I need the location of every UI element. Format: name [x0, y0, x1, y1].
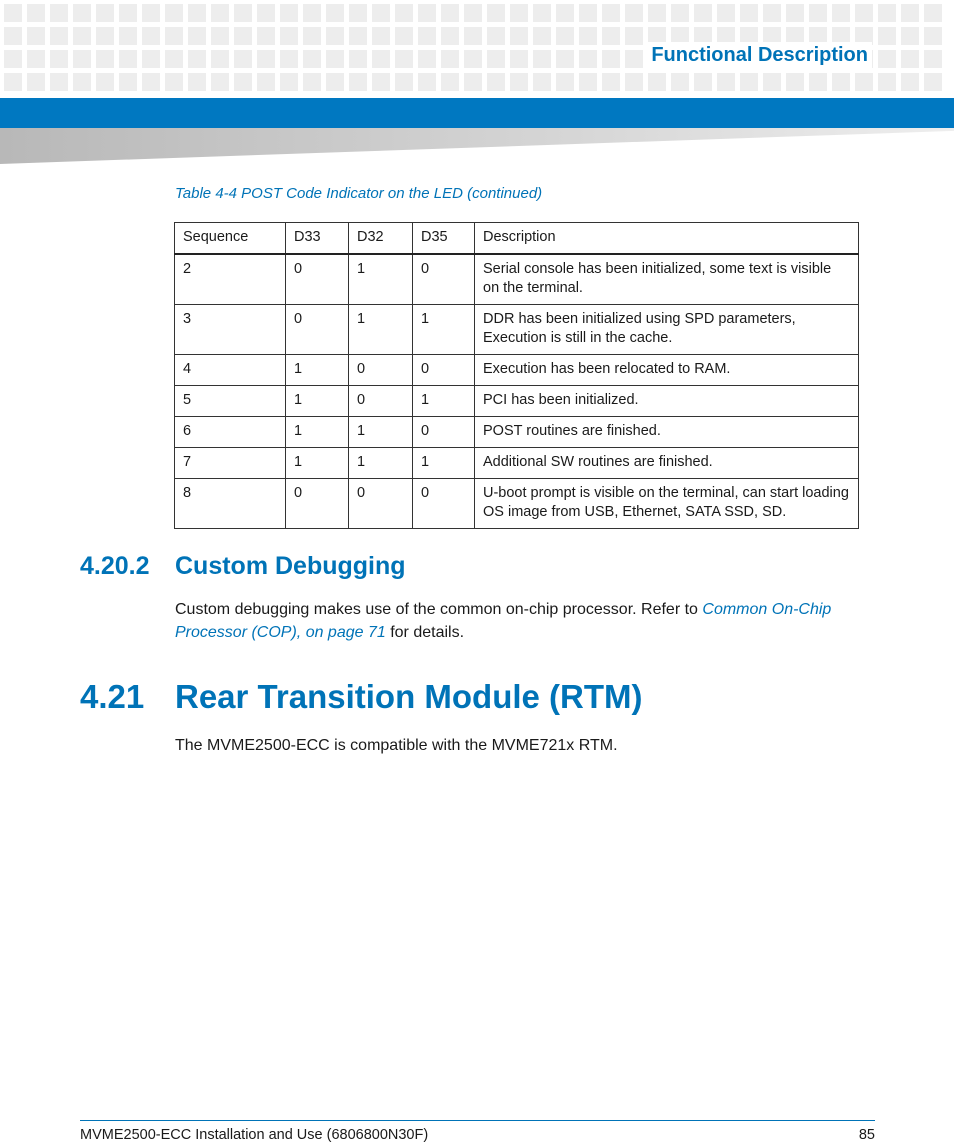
- cell-description: U-boot prompt is visible on the terminal, can start loading OS image from USB, Ethernet, SATA SSD, SD.: [475, 479, 859, 529]
- cell-description: DDR has been initialized using SPD parameters, Execution is still in the cache.: [475, 305, 859, 355]
- pattern-square: [901, 4, 919, 22]
- cell-description: Serial console has been initialized, some text is visible on the terminal.: [475, 254, 859, 305]
- pattern-square: [326, 73, 344, 91]
- pattern-square: [510, 27, 528, 45]
- column-header-d35: D35: [413, 223, 475, 255]
- pattern-square: [372, 4, 390, 22]
- footer-rule: [80, 1120, 875, 1121]
- pattern-square: [4, 4, 22, 22]
- section-heading-custom-debugging: [80, 552, 406, 581]
- pattern-square: [280, 27, 298, 45]
- pattern-square: [487, 4, 505, 22]
- pattern-square: [257, 50, 275, 68]
- paragraph-text-end: for details.: [385, 624, 465, 641]
- cell-d32: 0: [349, 386, 413, 417]
- pattern-square: [395, 50, 413, 68]
- pattern-square: [234, 4, 252, 22]
- cell-description: POST routines are finished.: [475, 417, 859, 448]
- pattern-square: [924, 50, 942, 68]
- section-number: 4.20.2: [80, 552, 150, 580]
- pattern-square: [73, 50, 91, 68]
- pattern-square: [809, 4, 827, 22]
- pattern-square: [464, 27, 482, 45]
- pattern-square: [648, 4, 666, 22]
- pattern-square: [648, 73, 666, 91]
- cell-sequence: 6: [175, 417, 286, 448]
- pattern-square: [395, 27, 413, 45]
- pattern-square: [464, 73, 482, 91]
- pattern-square: [625, 27, 643, 45]
- cop-cross-reference-link[interactable]: Common On-Chip Processor (COP), on page 71: [175, 601, 832, 641]
- pattern-square: [257, 4, 275, 22]
- pattern-square: [73, 27, 91, 45]
- table-row: [175, 355, 859, 386]
- pattern-square: [579, 73, 597, 91]
- pattern-square: [579, 4, 597, 22]
- pattern-square: [740, 4, 758, 22]
- pattern-square: [763, 73, 781, 91]
- pattern-square: [303, 27, 321, 45]
- pattern-square: [717, 73, 735, 91]
- post-code-table: [174, 222, 859, 529]
- cell-description: PCI has been initialized.: [475, 386, 859, 417]
- pattern-square: [372, 73, 390, 91]
- pattern-square: [878, 73, 896, 91]
- pattern-square: [372, 27, 390, 45]
- pattern-square: [188, 50, 206, 68]
- table-row: [175, 305, 859, 355]
- pattern-square: [924, 27, 942, 45]
- pattern-square: [96, 50, 114, 68]
- section-heading-rtm: [80, 678, 643, 716]
- pattern-square: [579, 50, 597, 68]
- pattern-square: [740, 73, 758, 91]
- cell-sequence: 5: [175, 386, 286, 417]
- pattern-square: [625, 73, 643, 91]
- pattern-square: [372, 50, 390, 68]
- pattern-square: [441, 27, 459, 45]
- pattern-square: [602, 73, 620, 91]
- pattern-square: [556, 27, 574, 45]
- table-row: [175, 254, 859, 305]
- pattern-square: [717, 4, 735, 22]
- pattern-square: [326, 4, 344, 22]
- cell-sequence: 2: [175, 254, 286, 305]
- section-number: 4.21: [80, 678, 145, 715]
- pattern-square: [303, 73, 321, 91]
- pattern-square: [625, 4, 643, 22]
- pattern-square: [165, 50, 183, 68]
- pattern-square: [349, 73, 367, 91]
- pattern-square: [786, 73, 804, 91]
- cell-d35: 1: [413, 386, 475, 417]
- pattern-square: [510, 73, 528, 91]
- table-header-row: [175, 223, 859, 255]
- pattern-square: [901, 73, 919, 91]
- pattern-square: [50, 50, 68, 68]
- pattern-square: [832, 73, 850, 91]
- cell-description: Additional SW routines are finished.: [475, 448, 859, 479]
- pattern-square: [27, 50, 45, 68]
- pattern-square: [119, 50, 137, 68]
- pattern-square: [533, 50, 551, 68]
- table-caption: Table 4-4 POST Code Indicator on the LED (continued): [175, 185, 543, 202]
- pattern-square: [533, 27, 551, 45]
- pattern-square: [809, 73, 827, 91]
- pattern-square: [211, 73, 229, 91]
- pattern-square: [211, 50, 229, 68]
- cell-d35: 0: [413, 355, 475, 386]
- pattern-square: [211, 4, 229, 22]
- pattern-square: [533, 73, 551, 91]
- pattern-square: [487, 50, 505, 68]
- cell-d33: 0: [286, 254, 349, 305]
- pattern-square: [441, 50, 459, 68]
- pattern-square: [395, 4, 413, 22]
- pattern-square: [27, 4, 45, 22]
- pattern-square: [27, 73, 45, 91]
- pattern-square: [395, 73, 413, 91]
- pattern-square: [119, 73, 137, 91]
- cell-d35: 1: [413, 448, 475, 479]
- pattern-square: [303, 4, 321, 22]
- cell-d32: 1: [349, 305, 413, 355]
- header-gray-wedge: [0, 128, 954, 164]
- pattern-square: [211, 27, 229, 45]
- pattern-square: [418, 4, 436, 22]
- pattern-square: [142, 4, 160, 22]
- pattern-square: [96, 4, 114, 22]
- table-row: [175, 386, 859, 417]
- pattern-square: [671, 73, 689, 91]
- cell-d33: 0: [286, 305, 349, 355]
- column-header-description: Description: [475, 223, 859, 255]
- pattern-square: [556, 4, 574, 22]
- pattern-square: [579, 27, 597, 45]
- pattern-square: [50, 73, 68, 91]
- cell-description: Execution has been relocated to RAM.: [475, 355, 859, 386]
- pattern-square: [556, 73, 574, 91]
- pattern-square: [924, 4, 942, 22]
- cell-d33: 0: [286, 479, 349, 529]
- pattern-square: [878, 4, 896, 22]
- pattern-square: [165, 73, 183, 91]
- cell-d33: 1: [286, 386, 349, 417]
- cell-d35: 0: [413, 417, 475, 448]
- cell-sequence: 8: [175, 479, 286, 529]
- pattern-square: [234, 73, 252, 91]
- pattern-square: [418, 73, 436, 91]
- pattern-square: [510, 50, 528, 68]
- cell-sequence: 3: [175, 305, 286, 355]
- cell-sequence: 4: [175, 355, 286, 386]
- footer-page-number: 85: [858, 1127, 875, 1143]
- pattern-square: [441, 4, 459, 22]
- pattern-square: [4, 73, 22, 91]
- column-header-sequence: Sequence: [175, 223, 286, 255]
- pattern-square: [464, 50, 482, 68]
- cell-d32: 1: [349, 448, 413, 479]
- section-title: Custom Debugging: [175, 552, 406, 580]
- pattern-square: [510, 4, 528, 22]
- pattern-square: [165, 27, 183, 45]
- pattern-square: [441, 73, 459, 91]
- cell-d32: 1: [349, 417, 413, 448]
- pattern-square: [487, 73, 505, 91]
- pattern-square: [165, 4, 183, 22]
- pattern-square: [349, 50, 367, 68]
- pattern-square: [50, 4, 68, 22]
- pattern-square: [878, 50, 896, 68]
- pattern-square: [73, 73, 91, 91]
- pattern-square: [119, 27, 137, 45]
- pattern-square: [855, 73, 873, 91]
- pattern-square: [418, 50, 436, 68]
- cell-d33: 1: [286, 355, 349, 386]
- pattern-square: [96, 27, 114, 45]
- pattern-square: [602, 50, 620, 68]
- pattern-square: [901, 50, 919, 68]
- pattern-square: [234, 27, 252, 45]
- pattern-square: [349, 27, 367, 45]
- pattern-square: [878, 27, 896, 45]
- paragraph-text: Custom debugging makes use of the common on-chip processor. Refer to: [175, 601, 703, 618]
- cell-d32: 1: [349, 254, 413, 305]
- pattern-square: [349, 4, 367, 22]
- cell-d35: 0: [413, 254, 475, 305]
- pattern-square: [694, 4, 712, 22]
- pattern-square: [257, 73, 275, 91]
- pattern-square: [280, 50, 298, 68]
- running-header-title: Functional Description: [647, 42, 872, 69]
- pattern-square: [142, 50, 160, 68]
- pattern-square: [487, 27, 505, 45]
- pattern-square: [901, 27, 919, 45]
- pattern-square: [188, 73, 206, 91]
- pattern-square: [27, 27, 45, 45]
- section-title: Rear Transition Module (RTM): [175, 678, 643, 715]
- pattern-square: [50, 27, 68, 45]
- cell-d32: 0: [349, 479, 413, 529]
- column-header-d33: D33: [286, 223, 349, 255]
- rtm-paragraph: The MVME2500-ECC is compatible with the MVME721x RTM.: [175, 737, 618, 754]
- footer-document-title: MVME2500-ECC Installation and Use (6806800N30F): [80, 1127, 429, 1143]
- cell-d35: 1: [413, 305, 475, 355]
- pattern-square: [855, 4, 873, 22]
- pattern-square: [96, 73, 114, 91]
- pattern-square: [4, 27, 22, 45]
- pattern-square: [763, 4, 781, 22]
- cell-sequence: 7: [175, 448, 286, 479]
- column-header-d32: D32: [349, 223, 413, 255]
- pattern-square: [671, 4, 689, 22]
- pattern-square: [257, 27, 275, 45]
- pattern-square: [556, 50, 574, 68]
- pattern-square: [786, 4, 804, 22]
- table-row: [175, 448, 859, 479]
- pattern-square: [625, 50, 643, 68]
- pattern-square: [602, 4, 620, 22]
- pattern-square: [119, 4, 137, 22]
- pattern-square: [188, 27, 206, 45]
- pattern-square: [4, 50, 22, 68]
- pattern-square: [142, 73, 160, 91]
- cell-d35: 0: [413, 479, 475, 529]
- pattern-square: [280, 4, 298, 22]
- pattern-square: [464, 4, 482, 22]
- pattern-square: [418, 27, 436, 45]
- cell-d33: 1: [286, 417, 349, 448]
- pattern-square: [694, 73, 712, 91]
- pattern-square: [73, 4, 91, 22]
- table-row: [175, 479, 859, 529]
- cell-d32: 0: [349, 355, 413, 386]
- pattern-square: [234, 50, 252, 68]
- pattern-square: [280, 73, 298, 91]
- pattern-square: [303, 50, 321, 68]
- pattern-square: [924, 73, 942, 91]
- pattern-square: [326, 50, 344, 68]
- pattern-square: [142, 27, 160, 45]
- custom-debugging-paragraph: [175, 598, 865, 644]
- pattern-square: [832, 4, 850, 22]
- table-row: [175, 417, 859, 448]
- pattern-square: [533, 4, 551, 22]
- cell-d33: 1: [286, 448, 349, 479]
- pattern-square: [326, 27, 344, 45]
- pattern-square: [602, 27, 620, 45]
- header-blue-band: [0, 98, 954, 128]
- pattern-square: [188, 4, 206, 22]
